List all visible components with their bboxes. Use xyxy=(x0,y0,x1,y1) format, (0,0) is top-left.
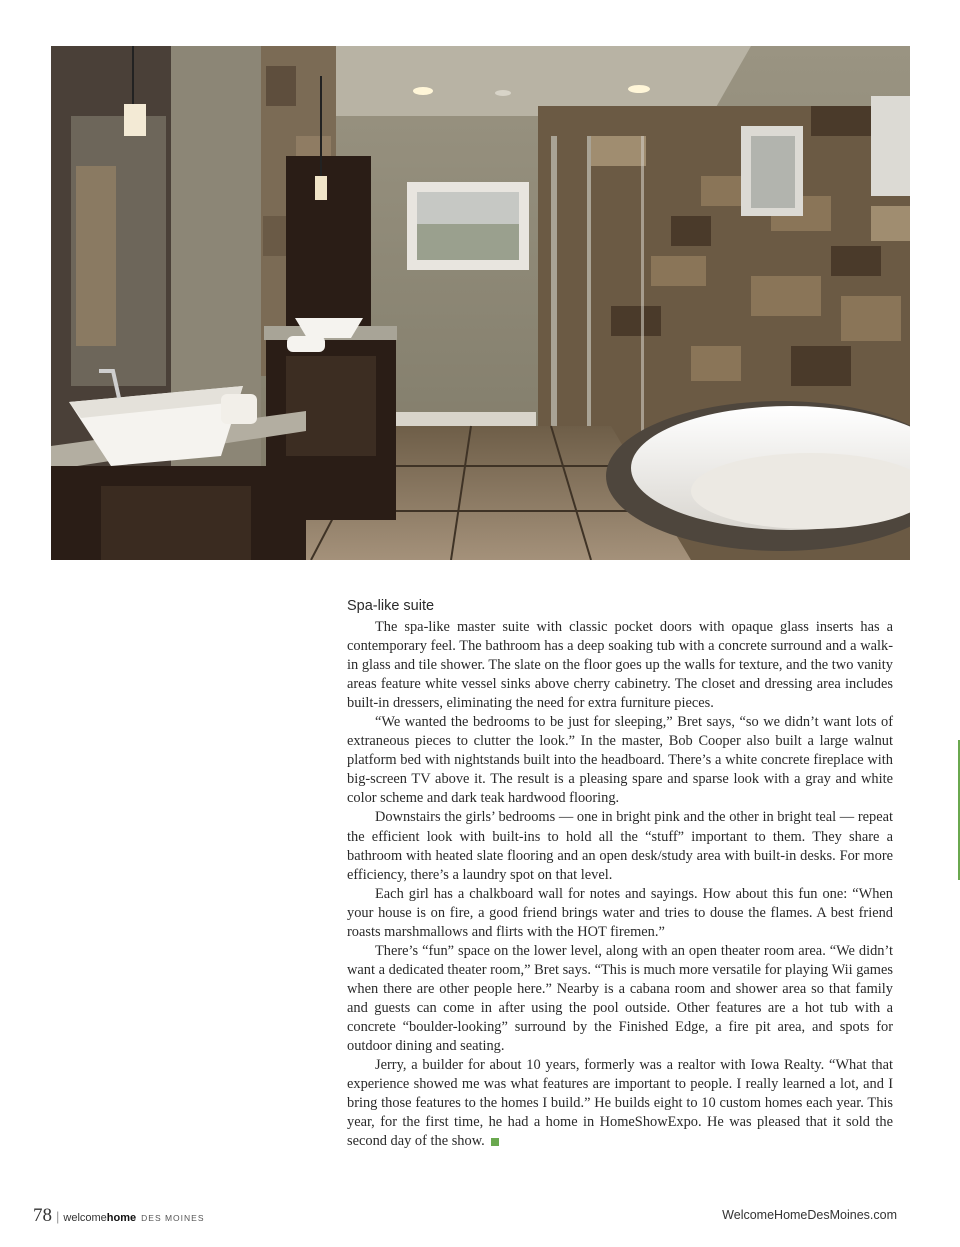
bathroom-photo xyxy=(51,46,910,560)
footer-left xyxy=(33,1205,205,1227)
section-heading: Spa-like suite xyxy=(347,598,435,614)
article-paragraph: Each girl has a chalkboard wall for notes and sayings. How about this fun one: “When your house is on fire, a good friend brings water and tries to douse the flames. A best friend roasts marshmallows and flirts with the HOT firemen.” xyxy=(347,885,893,940)
article-body xyxy=(347,597,893,1151)
footer-separator: | xyxy=(56,1209,60,1224)
article-paragraph: Downstairs the girls’ bedrooms — one in bright pink and the other in bright teal — repeat the efficient look with built-ins to hold all the “stuff” important to them. They share a bathroom with heated slate flooring and an open desk/study area with built-in desks. For more efficiency, there’s a laundry spot on that level. xyxy=(347,809,893,883)
end-mark-icon xyxy=(491,1138,499,1146)
brand-city: DES MOINES xyxy=(141,1213,205,1223)
last-paragraph-text: Jerry, a builder for about 10 years, formerly was a realtor with Iowa Realty. “What that experience showed me was what features are important to people. I really learned a lot, and I bring those features to the homes I build.” He builds eight to 10 custom homes each year. This year, for the first time, he had a home in HomeShowExpo. He was pleased that it sold the second day of the show. xyxy=(347,1057,893,1150)
brand-bold: home xyxy=(106,1212,137,1224)
website-link[interactable]: WelcomeHomeDesMoines.com xyxy=(722,1208,897,1222)
bathroom-photo-icon xyxy=(51,46,910,560)
article-paragraph: “We wanted the bedrooms to be just for sleeping,” Bret says, “so we didn’t want lots of extraneous pieces to clutter the look.” In the master, Bob Cooper also built a large walnut platform bed with nightstands built into the headboard. There’s a white concrete fireplace with big-screen TV above it. The result is a pleasing spare and sparse look with a gray and white color scheme and dark teak hardwood flooring. xyxy=(347,714,893,807)
article-paragraph: There’s “fun” space on the lower level, along with an open theater room area. “We didn’t want a dedicated theater room,” Bret says. “This is much more versatile for playing Wii games when there are other people here.” Nearby is a cabana room and shower area so that family and guests can come in after using the pool outside. Other features are a hot tub with a concrete “boulder-looking” surround by the Finished Edge, a fire pit area, and spots for outdoor dining and seating. xyxy=(347,942,893,1055)
article-paragraph: The spa-like master suite with classic pocket doors with opaque glass inserts has a contemporary feel. The bathroom has a deep soaking tub with a concrete surround and a walk-in glass and tile shower. The slate on the floor goes up the walls for texture, and the two vanity areas feature white vessel sinks above cherry cabinetry. The closet and dressing area includes built-in dressers, eliminating the need for extra furniture pieces. xyxy=(347,619,893,712)
brand-prefix: welcome xyxy=(63,1212,107,1224)
page-number: 78 xyxy=(33,1205,52,1226)
article-paragraph-last xyxy=(347,1056,893,1151)
